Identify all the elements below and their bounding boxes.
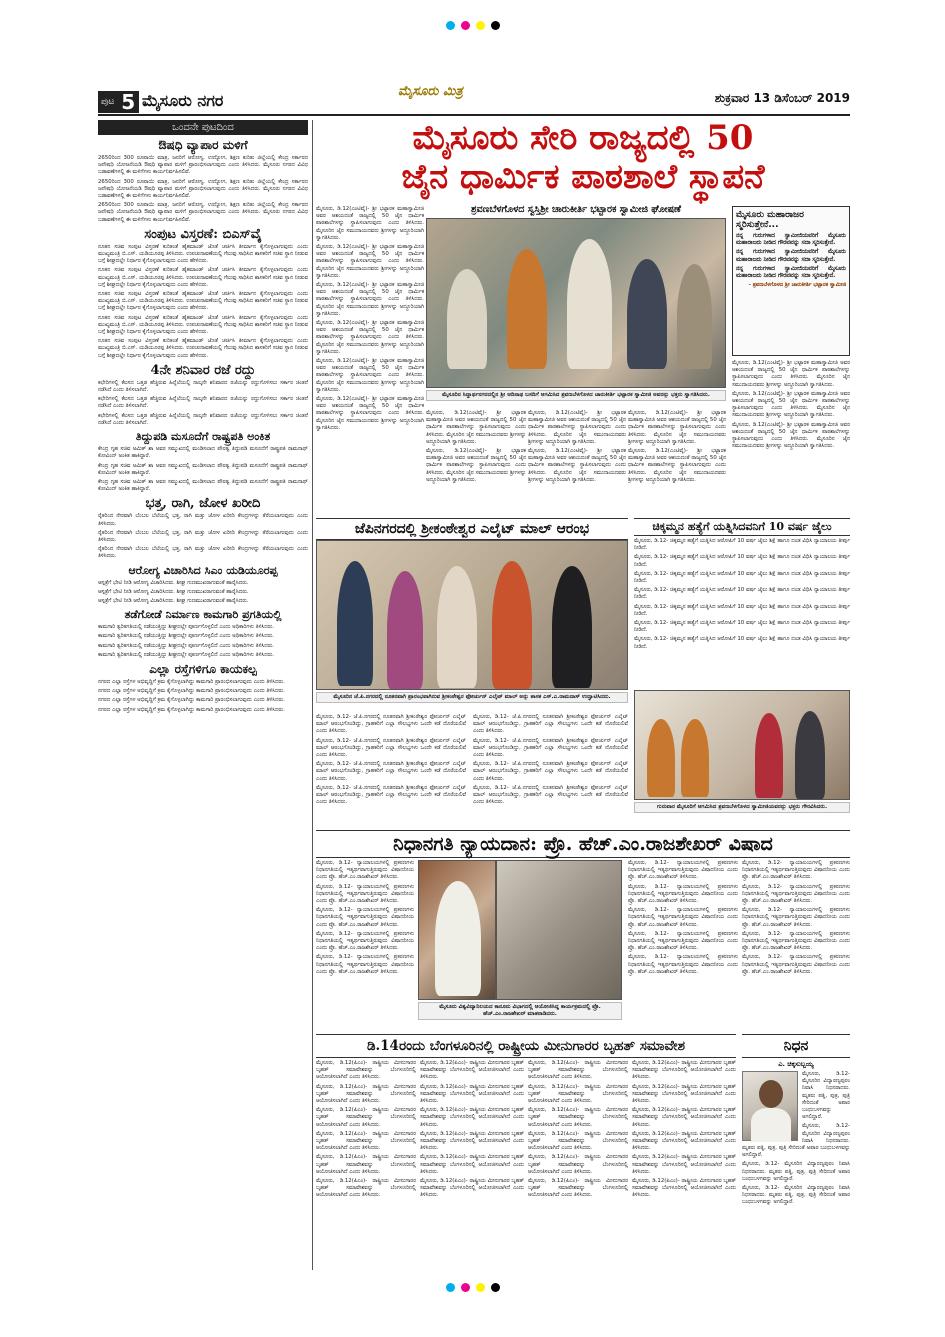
- registration-marks-bottom: [0, 1280, 945, 1294]
- obituary-body: ಮೈಸೂರು, ಡಿ.12- ಮೈಸೂರಿನ ವಿದ್ಯಾರಣ್ಯಪುರಂ ನಿವಾಸಿ ನಿಧನರಾದರು. ಮೃತರು ಪತ್ನಿ, ಪುತ್ರ, ಪುತ್ರಿ ಸೇರಿದಂತೆ ಅಪಾರ ಬಂಧುಬಳಗವನ್ನು ಅಗಲಿದ್ದಾರೆ.: [742, 1123, 850, 1159]
- story-body: ಮೈಸೂರು, ಡಿ.12- ನ್ಯಾಯಾಲಯಗಳಲ್ಲಿ ಪ್ರಕರಣಗಳು ನಿಧಾನಗತಿಯಲ್ಲಿ ಇತ್ಯರ್ಥವಾಗುತ್ತಿರುವುದು ವಿಷಾದನೀಯ ಎಂದು ಪ್ರೊ. ಹೆಚ್.ಎಂ.ರಾಜಶೇಖರ್ ತಿಳಿಸಿದರು.: [316, 860, 414, 881]
- story-body: ಕೇಂದ್ರ ಗೃಹ ಸಚಿವ ಅಮಿತ್ ಶಾ ಅವರ ಸಮ್ಮುಖದಲ್ಲಿ ಮಂಡಿಸಲಾದ ಪೌರತ್ವ ತಿದ್ದುಪಡಿ ಮಸೂದೆಗೆ ರಾಷ್ಟ್ರಪತಿ ರಾಮನಾಥ್ ಕೋವಿಂದ್ ಅಂಕಿತ ಹಾಕಿದ್ದಾರೆ.: [98, 478, 308, 493]
- lead-story-column: [316, 206, 424, 466]
- story-body: ಮೈಸೂರು, ಡಿ.12(ಪಿಎಂ)- ರಾಷ್ಟ್ರೀಯ ಮೀನುಗಾರರ ಬೃಹತ್ ಸಮಾವೇಶವನ್ನು ಬೆಂಗಳೂರಿನಲ್ಲಿ ಆಯೋಜಿಸಲಾಗಿದೆ ಎಂದು ತಿಳಿಸಿದರು.: [316, 1083, 416, 1105]
- story-body: ಮೈಸೂರು, ಡಿ.12- ಚಿಕ್ಕಮ್ಮನ ಹತ್ಯೆಗೆ ಯತ್ನಿಸಿದ ಆರೋಪಿಗೆ 10 ವರ್ಷ ಜೈಲು ಶಿಕ್ಷೆ ಹಾಗೂ ದಂಡ ವಿಧಿಸಿ ನ್ಯಾಯಾಲಯ ತೀರ್ಪು ನೀಡಿದೆ.: [634, 587, 850, 601]
- cyan-dot: [446, 21, 455, 30]
- speaker-photo: [418, 860, 496, 1000]
- story-body: ಮೈಸೂರು, ಡಿ.12(ಎಂಟಿವೈ)- ಶ್ರೀ ಭಟ್ಟಾರಕ ಮಹಾಸ್ವಾಮೀಜಿ ಅವರ ಆಶಯದಂತೆ ರಾಜ್ಯದಲ್ಲಿ 50 ಜೈನ ಧಾರ್ಮಿಕ ಪಾಠಶಾಲೆಗಳನ್ನು ಸ್ಥಾಪಿಸಲಾಗುವುದು ಎಂದು ತಿಳಿಸಿದರು. ಮೈಸೂರಿನ ಜೈನ ಸಮುದಾಯದವರು ಶ್ರೀಗಳನ್ನು ಅದ್ಧೂರಿಯಾಗಿ ಸ್ವಾಗತಿಸಿದರು.: [316, 244, 424, 279]
- story-body: ಕಾಮಗಾರಿ ತ್ವರಿತಗತಿಯಲ್ಲಿ ನಡೆಯುತ್ತಿದ್ದು ಶೀಘ್ರದಲ್ಲೇ ಪೂರ್ಣಗೊಳ್ಳಲಿದೆ ಎಂದು ಅಧಿಕಾರಿಗಳು ತಿಳಿಸಿದರು.: [98, 633, 275, 640]
- story-body: ಮೈಸೂರು, ಡಿ.12(ಪಿಎಂ)- ರಾಷ್ಟ್ರೀಯ ಮೀನುಗಾರರ ಬೃಹತ್ ಸಮಾವೇಶವನ್ನು ಬೆಂಗಳೂರಿನಲ್ಲಿ ಆಯೋಜಿಸಲಾಗಿದೆ ಎಂದು ತಿಳಿಸಿದರು.: [316, 1154, 416, 1175]
- person-figure: [677, 264, 712, 369]
- story-body: ಮೈಸೂರು, ಡಿ.12(ಪಿಎಂ)- ರಾಷ್ಟ್ರೀಯ ಮೀನುಗಾರರ ಬೃಹತ್ ಸಮಾವೇಶವನ್ನು ಬೆಂಗಳೂರಿನಲ್ಲಿ ಆಯೋಜಿಸಲಾಗಿದೆ ಎಂದು ತಿಳಿಸಿದರು.: [528, 1060, 628, 1081]
- story-title: ತಿದ್ದುಪಡಿ ಮಸೂದೆಗೆ ರಾಷ್ಟ್ರಪತಿ ಅಂಕಿತ: [135, 430, 271, 444]
- story-body: ರೈತರಿಂದ ನೇರವಾಗಿ ಬೆಂಬಲ ಬೆಲೆಯಲ್ಲಿ ಭತ್ತ, ರಾಗಿ ಮತ್ತು ಜೋಳ ಖರೀದಿ ಕೇಂದ್ರಗಳನ್ನು ತೆರೆಯಲಾಗುವುದು ಎಂದು ತಿಳಿಸಿದರು.: [98, 529, 308, 543]
- lead-headline: [316, 118, 850, 196]
- story-body: ನಗರದ ಎಲ್ಲಾ ರಸ್ತೆಗಳ ಅಭಿವೃದ್ಧಿಗೆ ಕ್ರಮ ಕೈಗೊಳ್ಳಲಾಗಿದ್ದು ಕಾಮಗಾರಿ ಪ್ರಾರಂಭಿಸಲಾಗುವುದು ಎಂದು ತಿಳಿಸಿದರು.: [98, 688, 285, 695]
- story-body: ಮೈಸೂರು, ಡಿ.12- ಜೆ.ಪಿ.ನಗರದಲ್ಲಿ ನೂತನವಾಗಿ ಶ್ರೀಕಂಠೇಶ್ವರ ಫೋರ್ಚುನ್ ಎಲೈಟ್ ಮಾಲ್ ಆರಂಭಗೊಂಡಿದ್ದು, ಗ್ರಾಹಕರಿಗೆ ಎಲ್ಲಾ ಸೌಲಭ್ಯಗಳು ಒಂದೇ ಕಡೆ ದೊರೆಯಲಿವೆ ಎಂದು ತಿಳಿಸಿದರು.: [316, 737, 466, 759]
- monk-figure: [681, 719, 709, 797]
- story-body: ಮೈಸೂರು, ಡಿ.12(ಎಂಟಿವೈ)- ಶ್ರೀ ಭಟ್ಟಾರಕ ಮಹಾಸ್ವಾಮೀಜಿ ಅವರ ಆಶಯದಂತೆ ರಾಜ್ಯದಲ್ಲಿ 50 ಜೈನ ಧಾರ್ಮಿಕ ಪಾಠಶಾಲೆಗಳನ್ನು ಸ್ಥಾಪಿಸಲಾಗುವುದು ಎಂದು ತಿಳಿಸಿದರು. ಮೈಸೂರಿನ ಜೈನ ಸಮುದಾಯದವರು ಶ್ರೀಗಳನ್ನು ಅದ್ಧೂರಿಯಾಗಿ ಸ್ವಾಗತಿಸಿದರು.: [316, 206, 424, 241]
- lead-story-column: [528, 410, 626, 514]
- story-body: ಮೈಸೂರು, ಡಿ.12- ಚಿಕ್ಕಮ್ಮನ ಹತ್ಯೆಗೆ ಯತ್ನಿಸಿದ ಆರೋಪಿಗೆ 10 ವರ್ಷ ಜೈಲು ಶಿಕ್ಷೆ ಹಾಗೂ ದಂಡ ವಿಧಿಸಿ ನ್ಯಾಯಾಲಯ ತೀರ್ಪು ನೀಡಿದೆ.: [634, 570, 850, 585]
- sidebar-quote-box: [732, 206, 850, 356]
- story-body: ರೈತರಿಂದ ನೇರವಾಗಿ ಬೆಂಬಲ ಬೆಲೆಯಲ್ಲಿ ಭತ್ತ, ರಾಗಿ ಮತ್ತು ಜೋಳ ಖರೀದಿ ಕೇಂದ್ರಗಳನ್ನು ತೆರೆಯಲಾಗುವುದು ಎಂದು ತಿಳಿಸಿದರು.: [98, 546, 308, 560]
- story-body: 2650ರಿಂದ 300 ರೂಪಾಯಿ ಮಾತ್ರ, ಜನರಿಗೆ ಆರೋಗ್ಯ, ಉದ್ಯೋಗ, ಶಿಕ್ಷಣ ಕುರಿತು ಜಿಲ್ಲೆಯಲ್ಲಿ ಕೇಂದ್ರ ಸರ್ಕಾರದ ಜನೌಷಧಿ ಯೋಜನೆಯಡಿ ಔಷಧಿ ವ್ಯಾಪಾರ ಮಳಿಗೆ ಪ್ರಾರಂಭಿಸಲಾಗುವುದು ಎಂದು ತಿಳಿಸಿದರು. ಮೈಸೂರು ನಗರದ ವಿವಿಧ ಬಡಾವಣೆಗಳಲ್ಲಿ ಈ ಮಳಿಗೆಗಳು ಕಾರ್ಯನಿರ್ವಹಿಸಲಿವೆ.: [98, 178, 308, 200]
- story-body: ಮೈಸೂರು, ಡಿ.12(ಎಂಟಿವೈ)- ಶ್ರೀ ಭಟ್ಟಾರಕ ಮಹಾಸ್ವಾಮೀಜಿ ಅವರ ಆಶಯದಂತೆ ರಾಜ್ಯದಲ್ಲಿ 50 ಜೈನ ಧಾರ್ಮಿಕ ಪಾಠಶಾಲೆಗಳನ್ನು ಸ್ಥಾಪಿಸಲಾಗುವುದು ಎಂದು ತಿಳಿಸಿದರು. ಮೈಸೂರಿನ ಜೈನ ಸಮುದಾಯದವರು ಶ್ರೀಗಳನ್ನು ಅದ್ಧೂರಿಯಾಗಿ ಸ್ವಾಗತಿಸಿದರು.: [426, 448, 526, 483]
- story-body: 2650ರಿಂದ 300 ರೂಪಾಯಿ ಮಾತ್ರ, ಜನರಿಗೆ ಆರೋಗ್ಯ, ಉದ್ಯೋಗ, ಶಿಕ್ಷಣ ಕುರಿತು ಜಿಲ್ಲೆಯಲ್ಲಿ ಕೇಂದ್ರ ಸರ್ಕಾರದ ಜನೌಷಧಿ ಯೋಜನೆಯಡಿ ಔಷಧಿ ವ್ಯಾಪಾರ ಮಳಿಗೆ ಪ್ರಾರಂಭಿಸಲಾಗುವುದು ಎಂದು ತಿಳಿಸಿದರು. ಮೈಸೂರು ನಗರದ ವಿವಿಧ ಬಡಾವಣೆಗಳಲ್ಲಿ ಈ ಮಳಿಗೆಗಳು ಕಾರ್ಯನಿರ್ವಹಿಸಲಿವೆ.: [98, 155, 308, 176]
- story-body: ಕಾಮಗಾರಿ ತ್ವರಿತಗತಿಯಲ್ಲಿ ನಡೆಯುತ್ತಿದ್ದು ಶೀಘ್ರದಲ್ಲೇ ಪೂರ್ಣಗೊಳ್ಳಲಿದೆ ಎಂದು ಅಧಿಕಾರಿಗಳು ತಿಳಿಸಿದರು.: [98, 624, 275, 631]
- story-body: ಕಛೇರಿಗಳಲ್ಲಿ ಕೆಲಸದ ಒತ್ತಡ ಹೆಚ್ಚಿರುವ ಹಿನ್ನೆಲೆಯಲ್ಲಿ ನಾಲ್ಕನೇ ಶನಿವಾರದ ರಜೆಯನ್ನು ರದ್ದುಗೊಳಿಸಲು ಸರ್ಕಾರ ಚಿಂತನೆ ನಡೆಸಿದೆ ಎಂದು ತಿಳಿಸಲಾಗಿದೆ.: [98, 412, 308, 426]
- obituary-name: ಎ. ಚಿಕ್ಕಸುಬ್ಬಯ್ಯ: [778, 1060, 814, 1068]
- story-body: ಮೈಸೂರು, ಡಿ.12- ನ್ಯಾಯಾಲಯಗಳಲ್ಲಿ ಪ್ರಕರಣಗಳು ನಿಧಾನಗತಿಯಲ್ಲಿ ಇತ್ಯರ್ಥವಾಗುತ್ತಿರುವುದು ವಿಷಾದನೀಯ ಎಂದು ಪ್ರೊ. ಹೆಚ್.ಎಂ.ರಾಜಶೇಖರ್ ತಿಳಿಸಿದರು.: [316, 883, 414, 905]
- story-body: ಕೇಂದ್ರ ಗೃಹ ಸಚಿವ ಅಮಿತ್ ಶಾ ಅವರ ಸಮ್ಮುಖದಲ್ಲಿ ಮಂಡಿಸಲಾದ ಪೌರತ್ವ ತಿದ್ದುಪಡಿ ಮಸೂದೆಗೆ ರಾಷ್ಟ್ರಪತಿ ರಾಮನಾಥ್ ಕೋವಿಂದ್ ಅಂಕಿತ ಹಾಕಿದ್ದಾರೆ.: [98, 446, 308, 460]
- mall-story-column: [473, 714, 628, 824]
- story-body: ಮೈಸೂರು, ಡಿ.12(ಎಂಟಿವೈ)- ಶ್ರೀ ಭಟ್ಟಾರಕ ಮಹಾಸ್ವಾಮೀಜಿ ಅವರ ಆಶಯದಂತೆ ರಾಜ್ಯದಲ್ಲಿ 50 ಜೈನ ಧಾರ್ಮಿಕ ಪಾಠಶಾಲೆಗಳನ್ನು ಸ್ಥಾಪಿಸಲಾಗುವುದು ಎಂದು ತಿಳಿಸಿದರು. ಮೈಸೂರಿನ ಜೈನ ಸಮುದಾಯದವರು ಶ್ರೀಗಳನ್ನು ಅದ್ಧೂರಿಯಾಗಿ ಸ್ವಾಗತಿಸಿದರು.: [426, 410, 526, 445]
- story-body: ಮೈಸೂರು, ಡಿ.12- ಚಿಕ್ಕಮ್ಮನ ಹತ್ಯೆಗೆ ಯತ್ನಿಸಿದ ಆರೋಪಿಗೆ 10 ವರ್ಷ ಜೈಲು ಶಿಕ್ಷೆ ಹಾಗೂ ದಂಡ ವಿಧಿಸಿ ನ್ಯಾಯಾಲಯ ತೀರ್ಪು ನೀಡಿದೆ.: [634, 554, 850, 568]
- section-name: ಮೈಸೂರು ನಗರ: [142, 91, 224, 110]
- story-body: ಮೈಸೂರು, ಡಿ.12(ಪಿಎಂ)- ರಾಷ್ಟ್ರೀಯ ಮೀನುಗಾರರ ಬೃಹತ್ ಸಮಾವೇಶವನ್ನು ಬೆಂಗಳೂರಿನಲ್ಲಿ ಆಯೋಜಿಸಲಾಗಿದೆ ಎಂದು ತಿಳಿಸಿದರು.: [316, 1178, 416, 1199]
- lead-story-column: [732, 360, 850, 512]
- page-number: 5: [117, 91, 139, 113]
- story-body: ನೂತನ ಸಚಿವ ಸಂಪುಟ ವಿಸ್ತರಣೆ ಕುರಿತಂತೆ ಹೈಕಮಾಂಡ್ ಜೊತೆ ಚರ್ಚಿಸಿ ತೀರ್ಮಾನ ಕೈಗೊಳ್ಳಲಾಗುವುದು ಎಂದು ಮುಖ್ಯಮಂತ್ರಿ ಬಿ.ಎಸ್. ಯಡಿಯೂರಪ್ಪ ತಿಳಿಸಿದರು. ಉಪಚುನಾವಣೆಯಲ್ಲಿ ಗೆಲುವು ಸಾಧಿಸಿದ ಶಾಸಕರಿಗೆ ಸಚಿವ ಸ್ಥಾನ ನೀಡುವ ಬಗ್ಗೆ ಶೀಘ್ರದಲ್ಲೇ ನಿರ್ಧಾರ ಕೈಗೊಳ್ಳಲಾಗುವುದು ಎಂದು ಹೇಳಿದರು.: [98, 314, 308, 336]
- yellow-dot: [476, 1283, 485, 1292]
- lead-photo: [426, 218, 726, 388]
- court-story-column: [742, 860, 850, 1030]
- person-figure: [437, 566, 477, 688]
- story-body: ಮೈಸೂರು, ಡಿ.12- ಚಿಕ್ಕಮ್ಮನ ಹತ್ಯೆಗೆ ಯತ್ನಿಸಿದ ಆರೋಪಿಗೆ 10 ವರ್ಷ ಜೈಲು ಶಿಕ್ಷೆ ಹಾಗೂ ದಂಡ ವಿಧಿಸಿ ನ್ಯಾಯಾಲಯ ತೀರ್ಪು ನೀಡಿದೆ.: [634, 636, 850, 650]
- page-label: ಪುಟ: [98, 91, 117, 113]
- continued-label: ಒಂದನೇ ಪುಟದಿಂದ: [98, 120, 308, 135]
- story-title: ಔಷಧಿ ವ್ಯಾಪಾರ ಮಳಿಗೆ: [158, 138, 248, 152]
- obituary-body: ಮೈಸೂರು, ಡಿ.12- ಮೈಸೂರಿನ ವಿದ್ಯಾರಣ್ಯಪುರಂ ನಿವಾಸಿ ನಿಧನರಾದರು. ಮೃತರು ಪತ್ನಿ, ಪುತ್ರ, ಪುತ್ರಿ ಸೇರಿದಂತೆ ಅಪಾರ ಬಂಧುಬಳಗವನ್ನು ಅಗಲಿದ್ದಾರೆ.: [802, 1071, 850, 1121]
- court-photo-caption: ಮೈಸೂರು ವಿಶ್ವವಿದ್ಯಾನಿಲಯದ ಕಾನೂನು ವಿಭಾಗದಲ್ಲಿ ಆಯೋಜಿಸಿದ್ದ ಕಾರ್ಯಕ್ರಮದಲ್ಲಿ ಪ್ರೊ. ಹೆಚ್.ಎಂ.ರಾಜಶೇಖರ್ ಮಾತನಾಡಿದರು.: [418, 1002, 622, 1020]
- story-body: ಮೈಸೂರು, ಡಿ.12- ಚಿಕ್ಕಮ್ಮನ ಹತ್ಯೆಗೆ ಯತ್ನಿಸಿದ ಆರೋಪಿಗೆ 10 ವರ್ಷ ಜೈಲು ಶಿಕ್ಷೆ ಹಾಗೂ ದಂಡ ವಿಧಿಸಿ ನ್ಯಾಯಾಲಯ ತೀರ್ಪು ನೀಡಿದೆ.: [634, 603, 850, 617]
- jail-story-column: [634, 538, 850, 688]
- story-body: ಕಾಮಗಾರಿ ತ್ವರಿತಗತಿಯಲ್ಲಿ ನಡೆಯುತ್ತಿದ್ದು ಶೀಘ್ರದಲ್ಲೇ ಪೂರ್ಣಗೊಳ್ಳಲಿದೆ ಎಂದು ಅಧಿಕಾರಿಗಳು ತಿಳಿಸಿದರು.: [98, 651, 275, 658]
- magenta-dot: [461, 21, 470, 30]
- story-body: ಮೈಸೂರು, ಡಿ.12(ಪಿಎಂ)- ರಾಷ್ಟ್ರೀಯ ಮೀನುಗಾರರ ಬೃಹತ್ ಸಮಾವೇಶವನ್ನು ಬೆಂಗಳೂರಿನಲ್ಲಿ ಆಯೋಜಿಸಲಾಗಿದೆ ಎಂದು ತಿಳಿಸಿದರು.: [528, 1130, 628, 1152]
- audience-photo: [496, 860, 622, 1000]
- story-body: ಮೈಸೂರು, ಡಿ.12(ಪಿಎಂ)- ರಾಷ್ಟ್ರೀಯ ಮೀನುಗಾರರ ಬೃಹತ್ ಸಮಾವೇಶವನ್ನು ಬೆಂಗಳೂರಿನಲ್ಲಿ ಆಯೋಜಿಸಲಾಗಿದೆ ಎಂದು ತಿಳಿಸಿದರು.: [632, 1130, 736, 1152]
- sidebar-quote: ನನ್ನ ಗುರುಗಳಾದ ಸ್ವಾಮೀಜಿಯವರಿಗೆ ಮೈಸೂರು ಮಹಾರಾಜರು ನೀಡಿದ ಗೌರವವನ್ನು ಸದಾ ಸ್ಮರಿಸುತ್ತೇನೆ.: [736, 249, 846, 263]
- left-column: [98, 120, 308, 1270]
- magenta-dot: [461, 1283, 470, 1292]
- jail-story-title: ಚಿಕ್ಕಮ್ಮನ ಹತ್ಯೆಗೆ ಯತ್ನಿಸಿದವನಿಗೆ 10 ವರ್ಷ ಜೈಲು: [634, 518, 850, 536]
- story-body: ಮೈಸೂರು, ಡಿ.12(ಪಿಎಂ)- ರಾಷ್ಟ್ರೀಯ ಮೀನುಗಾರರ ಬೃಹತ್ ಸಮಾವೇಶವನ್ನು ಬೆಂಗಳೂರಿನಲ್ಲಿ ಆಯೋಜಿಸಲಾಗಿದೆ ಎಂದು ತಿಳಿಸಿದರು.: [528, 1083, 628, 1105]
- fishermen-story-column: [420, 1060, 524, 1270]
- lead-kicker: ಶ್ರವಣಬೆಳಗೊಳದ ಸ್ವಸ್ತಿಶ್ರೀ ಚಾರುಕೀರ್ತಿ ಭಟ್ಟಾರಕ ಸ್ವಾಮೀಜಿ ಘೋಷಣೆ: [471, 204, 681, 215]
- story-body: ಮೈಸೂರು, ಡಿ.12- ನ್ಯಾಯಾಲಯಗಳಲ್ಲಿ ಪ್ರಕರಣಗಳು ನಿಧಾನಗತಿಯಲ್ಲಿ ಇತ್ಯರ್ಥವಾಗುತ್ತಿರುವುದು ವಿಷಾದನೀಯ ಎಂದು ಪ್ರೊ. ಹೆಚ್.ಎಂ.ರಾಜಶೇಖರ್ ತಿಳಿಸಿದರು.: [628, 930, 738, 952]
- obituary-title: ನಿಧನ: [742, 1034, 850, 1058]
- speaker-figure: [435, 881, 481, 996]
- column-rule: [312, 120, 313, 1270]
- story-body: ನೂತನ ಸಚಿವ ಸಂಪುಟ ವಿಸ್ತರಣೆ ಕುರಿತಂತೆ ಹೈಕಮಾಂಡ್ ಜೊತೆ ಚರ್ಚಿಸಿ ತೀರ್ಮಾನ ಕೈಗೊಳ್ಳಲಾಗುವುದು ಎಂದು ಮುಖ್ಯಮಂತ್ರಿ ಬಿ.ಎಸ್. ಯಡಿಯೂರಪ್ಪ ತಿಳಿಸಿದರು. ಉಪಚುನಾವಣೆಯಲ್ಲಿ ಗೆಲುವು ಸಾಧಿಸಿದ ಶಾಸಕರಿಗೆ ಸಚಿವ ಸ್ಥಾನ ನೀಡುವ ಬಗ್ಗೆ ಶೀಘ್ರದಲ್ಲೇ ನಿರ್ಧಾರ ಕೈಗೊಳ್ಳಲಾಗುವುದು ಎಂದು ಹೇಳಿದರು.: [98, 243, 308, 265]
- story-body: ಮೈಸೂರು, ಡಿ.12(ಪಿಎಂ)- ರಾಷ್ಟ್ರೀಯ ಮೀನುಗಾರರ ಬೃಹತ್ ಸಮಾವೇಶವನ್ನು ಬೆಂಗಳೂರಿನಲ್ಲಿ ಆಯೋಜಿಸಲಾಗಿದೆ ಎಂದು ತಿಳಿಸಿದರು.: [528, 1154, 628, 1175]
- story-body: ಮೈಸೂರು, ಡಿ.12- ನ್ಯಾಯಾಲಯಗಳಲ್ಲಿ ಪ್ರಕರಣಗಳು ನಿಧಾನಗತಿಯಲ್ಲಿ ಇತ್ಯರ್ಥವಾಗುತ್ತಿರುವುದು ವಿಷಾದನೀಯ ಎಂದು ಪ್ರೊ. ಹೆಚ್.ಎಂ.ರಾಜಶೇಖರ್ ತಿಳಿಸಿದರು.: [742, 930, 850, 952]
- registration-marks-top: [0, 18, 945, 32]
- sidebar-quote: ನನ್ನ ಗುರುಗಳಾದ ಸ್ವಾಮೀಜಿಯವರಿಗೆ ಮೈಸೂರು ಮಹಾರಾಜರು ನೀಡಿದ ಗೌರವವನ್ನು ಸದಾ ಸ್ಮರಿಸುತ್ತೇನೆ.: [736, 233, 846, 247]
- story-body: ಮೈಸೂರು, ಡಿ.12- ನ್ಯಾಯಾಲಯಗಳಲ್ಲಿ ಪ್ರಕರಣಗಳು ನಿಧಾನಗತಿಯಲ್ಲಿ ಇತ್ಯರ್ಥವಾಗುತ್ತಿರುವುದು ವಿಷಾದನೀಯ ಎಂದು ಪ್ರೊ. ಹೆಚ್.ಎಂ.ರಾಜಶೇಖರ್ ತಿಳಿಸಿದರು.: [742, 883, 850, 905]
- story-body: ಮೈಸೂರು, ಡಿ.12(ಪಿಎಂ)- ರಾಷ್ಟ್ರೀಯ ಮೀನುಗಾರರ ಬೃಹತ್ ಸಮಾವೇಶವನ್ನು ಬೆಂಗಳೂರಿನಲ್ಲಿ ಆಯೋಜಿಸಲಾಗಿದೆ ಎಂದು ತಿಳಿಸಿದರು.: [316, 1107, 416, 1128]
- page-header: [98, 84, 850, 116]
- story-body: ನೂತನ ಸಚಿವ ಸಂಪುಟ ವಿಸ್ತರಣೆ ಕುರಿತಂತೆ ಹೈಕಮಾಂಡ್ ಜೊತೆ ಚರ್ಚಿಸಿ ತೀರ್ಮಾನ ಕೈಗೊಳ್ಳಲಾಗುವುದು ಎಂದು ಮುಖ್ಯಮಂತ್ರಿ ಬಿ.ಎಸ್. ಯಡಿಯೂರಪ್ಪ ತಿಳಿಸಿದರು. ಉಪಚುನಾವಣೆಯಲ್ಲಿ ಗೆಲುವು ಸಾಧಿಸಿದ ಶಾಸಕರಿಗೆ ಸಚಿವ ಸ್ಥಾನ ನೀಡುವ ಬಗ್ಗೆ ಶೀಘ್ರದಲ್ಲೇ ನಿರ್ಧಾರ ಕೈಗೊಳ್ಳಲಾಗುವುದು ಎಂದು ಹೇಳಿದರು.: [98, 338, 308, 359]
- person-figure: [447, 269, 487, 369]
- lead-headline-line2: ಜೈನ ಧಾರ್ಮಿಕ ಪಾಠಶಾಲೆ ಸ್ಥಾಪನೆ: [401, 157, 765, 197]
- story-body: ಕಛೇರಿಗಳಲ್ಲಿ ಕೆಲಸದ ಒತ್ತಡ ಹೆಚ್ಚಿರುವ ಹಿನ್ನೆಲೆಯಲ್ಲಿ ನಾಲ್ಕನೇ ಶನಿವಾರದ ರಜೆಯನ್ನು ರದ್ದುಗೊಳಿಸಲು ಸರ್ಕಾರ ಚಿಂತನೆ ನಡೆಸಿದೆ ಎಂದು ತಿಳಿಸಲಾಗಿದೆ.: [98, 396, 308, 410]
- dateline: ಶುಕ್ರವಾರ 13 ಡಿಸೆಂಬರ್ 2019: [714, 91, 850, 105]
- story-body: ನೂತನ ಸಚಿವ ಸಂಪುಟ ವಿಸ್ತರಣೆ ಕುರಿತಂತೆ ಹೈಕಮಾಂಡ್ ಜೊತೆ ಚರ್ಚಿಸಿ ತೀರ್ಮಾನ ಕೈಗೊಳ್ಳಲಾಗುವುದು ಎಂದು ಮುಖ್ಯಮಂತ್ರಿ ಬಿ.ಎಸ್. ಯಡಿಯೂರಪ್ಪ ತಿಳಿಸಿದರು. ಉಪಚುನಾವಣೆಯಲ್ಲಿ ಗೆಲುವು ಸಾಧಿಸಿದ ಶಾಸಕರಿಗೆ ಸಚಿವ ಸ್ಥಾನ ನೀಡುವ ಬಗ್ಗೆ ಶೀಘ್ರದಲ್ಲೇ ನಿರ್ಧಾರ ಕೈಗೊಳ್ಳಲಾಗುವುದು ಎಂದು ಹೇಳಿದರು.: [98, 267, 308, 288]
- fishermen-story-title: ಡಿ.14ರಂದು ಬೆಂಗಳೂರಿನಲ್ಲಿ ರಾಷ್ಟ್ರೀಯ ಮೀನುಗಾರರ ಬೃಹತ್ ಸಮಾವೇಶ: [316, 1034, 736, 1058]
- story-body: ನಗರದ ಎಲ್ಲಾ ರಸ್ತೆಗಳ ಅಭಿವೃದ್ಧಿಗೆ ಕ್ರಮ ಕೈಗೊಳ್ಳಲಾಗಿದ್ದು ಕಾಮಗಾರಿ ಪ್ರಾರಂಭಿಸಲಾಗುವುದು ಎಂದು ತಿಳಿಸಿದರು.: [98, 706, 285, 713]
- story-body: ಆಸ್ಪತ್ರೆಗೆ ಭೇಟಿ ನೀಡಿ ಆರೋಗ್ಯ ವಿಚಾರಿಸಿದರು. ಶೀಘ್ರ ಗುಣಮುಖರಾಗುವಂತೆ ಹಾರೈಸಿದರು.: [98, 588, 249, 595]
- lead-headline-line1: ಮೈಸೂರು ಸೇರಿ ರಾಜ್ಯದಲ್ಲಿ 50: [412, 118, 754, 158]
- newspaper-page: [98, 84, 850, 1276]
- story-body: ಮೈಸೂರು, ಡಿ.12(ಎಂಟಿವೈ)- ಶ್ರೀ ಭಟ್ಟಾರಕ ಮಹಾಸ್ವಾಮೀಜಿ ಅವರ ಆಶಯದಂತೆ ರಾಜ್ಯದಲ್ಲಿ 50 ಜೈನ ಧಾರ್ಮಿಕ ಪಾಠಶಾಲೆಗಳನ್ನು ಸ್ಥಾಪಿಸಲಾಗುವುದು ಎಂದು ತಿಳಿಸಿದರು. ಮೈಸೂರಿನ ಜೈನ ಸಮುದಾಯದವರು ಶ್ರೀಗಳನ್ನು ಅದ್ಧೂರಿಯಾಗಿ ಸ್ವಾಗತಿಸಿದರು.: [316, 320, 424, 355]
- masthead: ಮೈಸೂರು ಮಿತ್ರ: [398, 84, 463, 99]
- person-figure: [387, 571, 423, 689]
- black-dot: [491, 1283, 500, 1292]
- story-body: 2650ರಿಂದ 300 ರೂಪಾಯಿ ಮಾತ್ರ, ಜನರಿಗೆ ಆರೋಗ್ಯ, ಉದ್ಯೋಗ, ಶಿಕ್ಷಣ ಕುರಿತು ಜಿಲ್ಲೆಯಲ್ಲಿ ಕೇಂದ್ರ ಸರ್ಕಾರದ ಜನೌಷಧಿ ಯೋಜನೆಯಡಿ ಔಷಧಿ ವ್ಯಾಪಾರ ಮಳಿಗೆ ಪ್ರಾರಂಭಿಸಲಾಗುವುದು ಎಂದು ತಿಳಿಸಿದರು. ಮೈಸೂರು ನಗರದ ವಿವಿಧ ಬಡಾವಣೆಗಳಲ್ಲಿ ಈ ಮಳಿಗೆಗಳು ಕಾರ್ಯನಿರ್ವಹಿಸಲಿವೆ.: [98, 202, 308, 223]
- monk-figure: [507, 249, 547, 369]
- story-body: ಮೈಸೂರು, ಡಿ.12(ಪಿಎಂ)- ರಾಷ್ಟ್ರೀಯ ಮೀನುಗಾರರ ಬೃಹತ್ ಸಮಾವೇಶವನ್ನು ಬೆಂಗಳೂರಿನಲ್ಲಿ ಆಯೋಜಿಸಲಾಗಿದೆ ಎಂದು ತಿಳಿಸಿದರು.: [632, 1154, 736, 1175]
- story-body: ಮೈಸೂರು, ಡಿ.12- ನ್ಯಾಯಾಲಯಗಳಲ್ಲಿ ಪ್ರಕರಣಗಳು ನಿಧಾನಗತಿಯಲ್ಲಿ ಇತ್ಯರ್ಥವಾಗುತ್ತಿರುವುದು ವಿಷಾದನೀಯ ಎಂದು ಪ್ರೊ. ಹೆಚ್.ಎಂ.ರಾಜಶೇಖರ್ ತಿಳಿಸಿದರು.: [742, 907, 850, 928]
- obituary-column: [742, 1060, 850, 1270]
- story-body: ಕಾಮಗಾರಿ ತ್ವರಿತಗತಿಯಲ್ಲಿ ನಡೆಯುತ್ತಿದ್ದು ಶೀಘ್ರದಲ್ಲೇ ಪೂರ್ಣಗೊಳ್ಳಲಿದೆ ಎಂದು ಅಧಿಕಾರಿಗಳು ತಿಳಿಸಿದರು.: [98, 642, 275, 649]
- story-title: ಎಲ್ಲಾ ರಸ್ತೆಗಳಿಗೂ ಕಾಯಕಲ್ಪ: [149, 661, 257, 676]
- story-body: ನಗರದ ಎಲ್ಲಾ ರಸ್ತೆಗಳ ಅಭಿವೃದ್ಧಿಗೆ ಕ್ರಮ ಕೈಗೊಳ್ಳಲಾಗಿದ್ದು ಕಾಮಗಾರಿ ಪ್ರಾರಂಭಿಸಲಾಗುವುದು ಎಂದು ತಿಳಿಸಿದರು.: [98, 697, 285, 704]
- story-body: ಮೈಸೂರು, ಡಿ.12- ನ್ಯಾಯಾಲಯಗಳಲ್ಲಿ ಪ್ರಕರಣಗಳು ನಿಧಾನಗತಿಯಲ್ಲಿ ಇತ್ಯರ್ಥವಾಗುತ್ತಿರುವುದು ವಿಷಾದನೀಯ ಎಂದು ಪ್ರೊ. ಹೆಚ್.ಎಂ.ರಾಜಶೇಖರ್ ತಿಳಿಸಿದರು.: [628, 860, 738, 881]
- black-dot: [491, 21, 500, 30]
- story-body: ಮೈಸೂರು, ಡಿ.12- ಜೆ.ಪಿ.ನಗರದಲ್ಲಿ ನೂತನವಾಗಿ ಶ್ರೀಕಂಠೇಶ್ವರ ಫೋರ್ಚುನ್ ಎಲೈಟ್ ಮಾಲ್ ಆರಂಭಗೊಂಡಿದ್ದು, ಗ್ರಾಹಕರಿಗೆ ಎಲ್ಲಾ ಸೌಲಭ್ಯಗಳು ಒಂದೇ ಕಡೆ ದೊರೆಯಲಿವೆ ಎಂದು ತಿಳಿಸಿದರು.: [473, 784, 628, 806]
- story-body: ಮೈಸೂರು, ಡಿ.12- ಜೆ.ಪಿ.ನಗರದಲ್ಲಿ ನೂತನವಾಗಿ ಶ್ರೀಕಂಠೇಶ್ವರ ಫೋರ್ಚುನ್ ಎಲೈಟ್ ಮಾಲ್ ಆರಂಭಗೊಂಡಿದ್ದು, ಗ್ರಾಹಕರಿಗೆ ಎಲ್ಲಾ ಸೌಲಭ್ಯಗಳು ಒಂದೇ ಕಡೆ ದೊರೆಯಲಿವೆ ಎಂದು ತಿಳಿಸಿದರು.: [316, 761, 466, 782]
- jail-photo-caption: ಗುರುವಾರ ಮೈಸೂರಿಗೆ ಆಗಮಿಸಿದ ಶ್ರವಣಬೆಳಗೊಳದ ಸ್ವಾಮೀಜಿಯವರನ್ನು ಭಕ್ತರು ಗೌರವಿಸಿದರು.: [634, 802, 850, 813]
- lead-photo-caption: ಮೈಸೂರಿನ ಸಿದ್ದಾರ್ಥನಗರದಲ್ಲಿನ ಶ್ರೀ ಆದಿನಾಥ ಬಸದಿಗೆ ಆಗಮಿಸಿದ ಶ್ರವಣಬೆಳಗೊಳದ ಚಾರುಕೀರ್ತಿ ಭಟ್ಟಾರಕ ಸ್ವಾಮೀಜಿ ಅವರನ್ನು ಭಕ್ತರು ಸ್ವಾಗತಿಸಿದರು.: [426, 390, 726, 401]
- person-figure: [755, 713, 783, 798]
- jail-photo: [634, 690, 850, 800]
- story-body: ಮೈಸೂರು, ಡಿ.12- ಜೆ.ಪಿ.ನಗರದಲ್ಲಿ ನೂತನವಾಗಿ ಶ್ರೀಕಂಠೇಶ್ವರ ಫೋರ್ಚುನ್ ಎಲೈಟ್ ಮಾಲ್ ಆರಂಭಗೊಂಡಿದ್ದು, ಗ್ರಾಹಕರಿಗೆ ಎಲ್ಲಾ ಸೌಲಭ್ಯಗಳು ಒಂದೇ ಕಡೆ ದೊರೆಯಲಿವೆ ಎಂದು ತಿಳಿಸಿದರು.: [473, 761, 628, 782]
- story-body: ಕೇಂದ್ರ ಗೃಹ ಸಚಿವ ಅಮಿತ್ ಶಾ ಅವರ ಸಮ್ಮುಖದಲ್ಲಿ ಮಂಡಿಸಲಾದ ಪೌರತ್ವ ತಿದ್ದುಪಡಿ ಮಸೂದೆಗೆ ರಾಷ್ಟ್ರಪತಿ ರಾಮನಾಥ್ ಕೋವಿಂದ್ ಅಂಕಿತ ಹಾಕಿದ್ದಾರೆ.: [98, 462, 308, 476]
- story-body: ರೈತರಿಂದ ನೇರವಾಗಿ ಬೆಂಬಲ ಬೆಲೆಯಲ್ಲಿ ಭತ್ತ, ರಾಗಿ ಮತ್ತು ಜೋಳ ಖರೀದಿ ಕೇಂದ್ರಗಳನ್ನು ತೆರೆಯಲಾಗುವುದು ಎಂದು ತಿಳಿಸಿದರು.: [98, 513, 308, 527]
- sidebar-attribution: - ಶ್ರವಣಬೆಳಗೊಳದ ಶ್ರೀ ಚಾರುಕೀರ್ತಿ ಭಟ್ಟಾರಕ ಸ್ವಾಮೀಜಿ: [748, 282, 846, 289]
- person-figure: [795, 711, 825, 799]
- story-title: ಆರೋಗ್ಯ ವಿಚಾರಿಸಿದ ಸಿಎಂ ಯಡಿಯೂರಪ್ಪ: [128, 563, 278, 577]
- obituary-body: ಮೈಸೂರು, ಡಿ.12- ಮೈಸೂರಿನ ವಿದ್ಯಾರಣ್ಯಪುರಂ ನಿವಾಸಿ ನಿಧನರಾದರು. ಮೃತರು ಪತ್ನಿ, ಪುತ್ರ, ಪುತ್ರಿ ಸೇರಿದಂತೆ ಅಪಾರ ಬಂಧುಬಳಗವನ್ನು ಅಗಲಿದ್ದಾರೆ.: [742, 1185, 850, 1206]
- story-title: ಸಂಪುಟ ವಿಸ್ತರಣೆ: ಬಿಎಸ್‌ವೈ: [144, 226, 262, 242]
- story-body: ಮೈಸೂರು, ಡಿ.12- ನ್ಯಾಯಾಲಯಗಳಲ್ಲಿ ಪ್ರಕರಣಗಳು ನಿಧಾನಗತಿಯಲ್ಲಿ ಇತ್ಯರ್ಥವಾಗುತ್ತಿರುವುದು ವಿಷಾದನೀಯ ಎಂದು ಪ್ರೊ. ಹೆಚ್.ಎಂ.ರಾಜಶೇಖರ್ ತಿಳಿಸಿದರು.: [316, 930, 414, 952]
- court-story-column: [316, 860, 414, 1030]
- story-body: ಮೈಸೂರು, ಡಿ.12(ಎಂಟಿವೈ)- ಶ್ರೀ ಭಟ್ಟಾರಕ ಮಹಾಸ್ವಾಮೀಜಿ ಅವರ ಆಶಯದಂತೆ ರಾಜ್ಯದಲ್ಲಿ 50 ಜೈನ ಧಾರ್ಮಿಕ ಪಾಠಶಾಲೆಗಳನ್ನು ಸ್ಥಾಪಿಸಲಾಗುವುದು ಎಂದು ತಿಳಿಸಿದರು. ಮೈಸೂರಿನ ಜೈನ ಸಮುದಾಯದವರು ಶ್ರೀಗಳನ್ನು ಅದ್ಧೂರಿಯಾಗಿ ಸ್ವಾಗತಿಸಿದರು.: [316, 396, 424, 431]
- story-body: ಮೈಸೂರು, ಡಿ.12(ಪಿಎಂ)- ರಾಷ್ಟ್ರೀಯ ಮೀನುಗಾರರ ಬೃಹತ್ ಸಮಾವೇಶವನ್ನು ಬೆಂಗಳೂರಿನಲ್ಲಿ ಆಯೋಜಿಸಲಾಗಿದೆ ಎಂದು ತಿಳಿಸಿದರು.: [420, 1154, 524, 1175]
- lead-story-column: [628, 410, 726, 514]
- story-body: ಮೈಸೂರು, ಡಿ.12- ನ್ಯಾಯಾಲಯಗಳಲ್ಲಿ ಪ್ರಕರಣಗಳು ನಿಧಾನಗತಿಯಲ್ಲಿ ಇತ್ಯರ್ಥವಾಗುತ್ತಿರುವುದು ವಿಷಾದನೀಯ ಎಂದು ಪ್ರೊ. ಹೆಚ್.ಎಂ.ರಾಜಶೇಖರ್ ತಿಳಿಸಿದರು.: [628, 907, 738, 928]
- story-body: ಮೈಸೂರು, ಡಿ.12- ಜೆ.ಪಿ.ನಗರದಲ್ಲಿ ನೂತನವಾಗಿ ಶ್ರೀಕಂಠೇಶ್ವರ ಫೋರ್ಚುನ್ ಎಲೈಟ್ ಮಾಲ್ ಆರಂಭಗೊಂಡಿದ್ದು, ಗ್ರಾಹಕರಿಗೆ ಎಲ್ಲಾ ಸೌಲಭ್ಯಗಳು ಒಂದೇ ಕಡೆ ದೊರೆಯಲಿವೆ ಎಂದು ತಿಳಿಸಿದರು.: [316, 714, 466, 735]
- story-body: ಮೈಸೂರು, ಡಿ.12(ಪಿಎಂ)- ರಾಷ್ಟ್ರೀಯ ಮೀನುಗಾರರ ಬೃಹತ್ ಸಮಾವೇಶವನ್ನು ಬೆಂಗಳೂರಿನಲ್ಲಿ ಆಯೋಜಿಸಲಾಗಿದೆ ಎಂದು ತಿಳಿಸಿದರು.: [632, 1083, 736, 1105]
- story-body: ಮೈಸೂರು, ಡಿ.12- ಜೆ.ಪಿ.ನಗರದಲ್ಲಿ ನೂತನವಾಗಿ ಶ್ರೀಕಂಠೇಶ್ವರ ಫೋರ್ಚುನ್ ಎಲೈಟ್ ಮಾಲ್ ಆರಂಭಗೊಂಡಿದ್ದು, ಗ್ರಾಹಕರಿಗೆ ಎಲ್ಲಾ ಸೌಲಭ್ಯಗಳು ಒಂದೇ ಕಡೆ ದೊರೆಯಲಿವೆ ಎಂದು ತಿಳಿಸಿದರು.: [316, 784, 466, 806]
- story-title: ತಡೆಗೋಡೆ ನಿರ್ಮಾಣ ಕಾಮಗಾರಿ ಪ್ರಗತಿಯಲ್ಲಿ: [124, 608, 282, 622]
- story-body: ಮೈಸೂರು, ಡಿ.12(ಎಂಟಿವೈ)- ಶ್ರೀ ಭಟ್ಟಾರಕ ಮಹಾಸ್ವಾಮೀಜಿ ಅವರ ಆಶಯದಂತೆ ರಾಜ್ಯದಲ್ಲಿ 50 ಜೈನ ಧಾರ್ಮಿಕ ಪಾಠಶಾಲೆಗಳನ್ನು ಸ್ಥಾಪಿಸಲಾಗುವುದು ಎಂದು ತಿಳಿಸಿದರು. ಮೈಸೂರಿನ ಜೈನ ಸಮುದಾಯದವರು ಶ್ರೀಗಳನ್ನು ಅದ್ಧೂರಿಯಾಗಿ ಸ್ವಾಗತಿಸಿದರು.: [732, 390, 850, 419]
- story-body: ಮೈಸೂರು, ಡಿ.12(ಎಂಟಿವೈ)- ಶ್ರೀ ಭಟ್ಟಾರಕ ಮಹಾಸ್ವಾಮೀಜಿ ಅವರ ಆಶಯದಂತೆ ರಾಜ್ಯದಲ್ಲಿ 50 ಜೈನ ಧಾರ್ಮಿಕ ಪಾಠಶಾಲೆಗಳನ್ನು ಸ್ಥಾಪಿಸಲಾಗುವುದು ಎಂದು ತಿಳಿಸಿದರು. ಮೈಸೂರಿನ ಜೈನ ಸಮುದಾಯದವರು ಶ್ರೀಗಳನ್ನು ಅದ್ಧೂರಿಯಾಗಿ ಸ್ವಾಗತಿಸಿದರು.: [628, 448, 726, 483]
- story-body: ಮೈಸೂರು, ಡಿ.12- ನ್ಯಾಯಾಲಯಗಳಲ್ಲಿ ಪ್ರಕರಣಗಳು ನಿಧಾನಗತಿಯಲ್ಲಿ ಇತ್ಯರ್ಥವಾಗುತ್ತಿರುವುದು ವಿಷಾದನೀಯ ಎಂದು ಪ್ರೊ. ಹೆಚ್.ಎಂ.ರಾಜಶೇಖರ್ ತಿಳಿಸಿದರು.: [742, 860, 850, 881]
- mall-story-column: [316, 714, 466, 824]
- story-body: ಮೈಸೂರು, ಡಿ.12(ಎಂಟಿವೈ)- ಶ್ರೀ ಭಟ್ಟಾರಕ ಮಹಾಸ್ವಾಮೀಜಿ ಅವರ ಆಶಯದಂತೆ ರಾಜ್ಯದಲ್ಲಿ 50 ಜೈನ ಧಾರ್ಮಿಕ ಪಾಠಶಾಲೆಗಳನ್ನು ಸ್ಥಾಪಿಸಲಾಗುವುದು ಎಂದು ತಿಳಿಸಿದರು. ಮೈಸೂರಿನ ಜೈನ ಸಮುದಾಯದವರು ಶ್ರೀಗಳನ್ನು ಅದ್ಧೂರಿಯಾಗಿ ಸ್ವಾಗತಿಸಿದರು.: [732, 360, 850, 388]
- story-body: ಮೈಸೂರು, ಡಿ.12(ಪಿಎಂ)- ರಾಷ್ಟ್ರೀಯ ಮೀನುಗಾರರ ಬೃಹತ್ ಸಮಾವೇಶವನ್ನು ಬೆಂಗಳೂರಿನಲ್ಲಿ ಆಯೋಜಿಸಲಾಗಿದೆ ಎಂದು ತಿಳಿಸಿದರು.: [316, 1060, 416, 1081]
- story-title: ಭತ್ತ, ರಾಗಿ, ಜೋಳ ಖರೀದಿ: [145, 496, 261, 512]
- fishermen-story-column: [316, 1060, 416, 1270]
- story-body: ಮೈಸೂರು, ಡಿ.12(ಎಂಟಿವೈ)- ಶ್ರೀ ಭಟ್ಟಾರಕ ಮಹಾಸ್ವಾಮೀಜಿ ಅವರ ಆಶಯದಂತೆ ರಾಜ್ಯದಲ್ಲಿ 50 ಜೈನ ಧಾರ್ಮಿಕ ಪಾಠಶಾಲೆಗಳನ್ನು ಸ್ಥಾಪಿಸಲಾಗುವುದು ಎಂದು ತಿಳಿಸಿದರು. ಮೈಸೂರಿನ ಜೈನ ಸಮುದಾಯದವರು ಶ್ರೀಗಳನ್ನು ಅದ್ಧೂರಿಯಾಗಿ ಸ್ವಾಗತಿಸಿದರು.: [316, 358, 424, 393]
- portrait-shirt: [751, 1108, 791, 1142]
- sidebar-title: ಮೈಸೂರು ಮಹಾರಾಜರ ಸ್ಮರಿಸುತ್ತೇನೆ...: [736, 210, 804, 230]
- mall-photo: [316, 540, 628, 690]
- fishermen-story-column: [632, 1060, 736, 1270]
- story-body: ಮೈಸೂರು, ಡಿ.12(ಪಿಎಂ)- ರಾಷ್ಟ್ರೀಯ ಮೀನುಗಾರರ ಬೃಹತ್ ಸಮಾವೇಶವನ್ನು ಬೆಂಗಳೂರಿನಲ್ಲಿ ಆಯೋಜಿಸಲಾಗಿದೆ ಎಂದು ತಿಳಿಸಿದರು.: [420, 1107, 524, 1128]
- story-body: ಮೈಸೂರು, ಡಿ.12(ಎಂಟಿವೈ)- ಶ್ರೀ ಭಟ್ಟಾರಕ ಮಹಾಸ್ವಾಮೀಜಿ ಅವರ ಆಶಯದಂತೆ ರಾಜ್ಯದಲ್ಲಿ 50 ಜೈನ ಧಾರ್ಮಿಕ ಪಾಠಶಾಲೆಗಳನ್ನು ಸ್ಥಾಪಿಸಲಾಗುವುದು ಎಂದು ತಿಳಿಸಿದರು. ಮೈಸೂರಿನ ಜೈನ ಸಮುದಾಯದವರು ಶ್ರೀಗಳನ್ನು ಅದ್ಧೂರಿಯಾಗಿ ಸ್ವಾಗತಿಸಿದರು.: [528, 448, 626, 483]
- yellow-dot: [476, 21, 485, 30]
- story-body: ಆಸ್ಪತ್ರೆಗೆ ಭೇಟಿ ನೀಡಿ ಆರೋಗ್ಯ ವಿಚಾರಿಸಿದರು. ಶೀಘ್ರ ಗುಣಮುಖರಾಗುವಂತೆ ಹಾರೈಸಿದರು.: [98, 579, 249, 586]
- story-body: ಆಸ್ಪತ್ರೆಗೆ ಭೇಟಿ ನೀಡಿ ಆರೋಗ್ಯ ವಿಚಾರಿಸಿದರು. ಶೀಘ್ರ ಗುಣಮುಖರಾಗುವಂತೆ ಹಾರೈಸಿದರು.: [98, 597, 249, 604]
- story-body: ಮೈಸೂರು, ಡಿ.12- ನ್ಯಾಯಾಲಯಗಳಲ್ಲಿ ಪ್ರಕರಣಗಳು ನಿಧಾನಗತಿಯಲ್ಲಿ ಇತ್ಯರ್ಥವಾಗುತ್ತಿರುವುದು ವಿಷಾದನೀಯ ಎಂದು ಪ್ರೊ. ಹೆಚ್.ಎಂ.ರಾಜಶೇಖರ್ ತಿಳಿಸಿದರು.: [628, 954, 738, 975]
- story-body: ಮೈಸೂರು, ಡಿ.12(ಪಿಎಂ)- ರಾಷ್ಟ್ರೀಯ ಮೀನುಗಾರರ ಬೃಹತ್ ಸಮಾವೇಶವನ್ನು ಬೆಂಗಳೂರಿನಲ್ಲಿ ಆಯೋಜಿಸಲಾಗಿದೆ ಎಂದು ತಿಳಿಸಿದರು.: [528, 1107, 628, 1128]
- story-body: ಮೈಸೂರು, ಡಿ.12(ಎಂಟಿವೈ)- ಶ್ರೀ ಭಟ್ಟಾರಕ ಮಹಾಸ್ವಾಮೀಜಿ ಅವರ ಆಶಯದಂತೆ ರಾಜ್ಯದಲ್ಲಿ 50 ಜೈನ ಧಾರ್ಮಿಕ ಪಾಠಶಾಲೆಗಳನ್ನು ಸ್ಥಾಪಿಸಲಾಗುವುದು ಎಂದು ತಿಳಿಸಿದರು. ಮೈಸೂರಿನ ಜೈನ ಸಮುದಾಯದವರು ಶ್ರೀಗಳನ್ನು ಅದ್ಧೂರಿಯಾಗಿ ಸ್ವಾಗತಿಸಿದರು.: [628, 410, 726, 445]
- story-body: ಮೈಸೂರು, ಡಿ.12(ಪಿಎಂ)- ರಾಷ್ಟ್ರೀಯ ಮೀನುಗಾರರ ಬೃಹತ್ ಸಮಾವೇಶವನ್ನು ಬೆಂಗಳೂರಿನಲ್ಲಿ ಆಯೋಜಿಸಲಾಗಿದೆ ಎಂದು ತಿಳಿಸಿದರು.: [632, 1178, 736, 1199]
- story-body: ಮೈಸೂರು, ಡಿ.12- ಜೆ.ಪಿ.ನಗರದಲ್ಲಿ ನೂತನವಾಗಿ ಶ್ರೀಕಂಠೇಶ್ವರ ಫೋರ್ಚುನ್ ಎಲೈಟ್ ಮಾಲ್ ಆರಂಭಗೊಂಡಿದ್ದು, ಗ್ರಾಹಕರಿಗೆ ಎಲ್ಲಾ ಸೌಲಭ್ಯಗಳು ಒಂದೇ ಕಡೆ ದೊರೆಯಲಿವೆ ಎಂದು ತಿಳಿಸಿದರು.: [473, 714, 628, 735]
- court-story-column: [628, 860, 738, 1030]
- story-body: ಮೈಸೂರು, ಡಿ.12(ಎಂಟಿವೈ)- ಶ್ರೀ ಭಟ್ಟಾರಕ ಮಹಾಸ್ವಾಮೀಜಿ ಅವರ ಆಶಯದಂತೆ ರಾಜ್ಯದಲ್ಲಿ 50 ಜೈನ ಧಾರ್ಮಿಕ ಪಾಠಶಾಲೆಗಳನ್ನು ಸ್ಥಾಪಿಸಲಾಗುವುದು ಎಂದು ತಿಳಿಸಿದರು. ಮೈಸೂರಿನ ಜೈನ ಸಮುದಾಯದವರು ಶ್ರೀಗಳನ್ನು ಅದ್ಧೂರಿಯಾಗಿ ಸ್ವಾಗತಿಸಿದರು.: [732, 421, 850, 450]
- story-title: 4ನೇ ಶನಿವಾರ ರಜೆ ರದ್ದು: [150, 362, 256, 378]
- story-body: ಮೈಸೂರು, ಡಿ.12- ಚಿಕ್ಕಮ್ಮನ ಹತ್ಯೆಗೆ ಯತ್ನಿಸಿದ ಆರೋಪಿಗೆ 10 ವರ್ಷ ಜೈಲು ಶಿಕ್ಷೆ ಹಾಗೂ ದಂಡ ವಿಧಿಸಿ ನ್ಯಾಯಾಲಯ ತೀರ್ಪು ನೀಡಿದೆ.: [634, 620, 850, 634]
- portrait-head: [759, 1080, 783, 1108]
- sidebar-quote: ನನ್ನ ಗುರುಗಳಾದ ಸ್ವಾಮೀಜಿಯವರಿಗೆ ಮೈಸೂರು ಮಹಾರಾಜರು ನೀಡಿದ ಗೌರವವನ್ನು ಸದಾ ಸ್ಮರಿಸುತ್ತೇನೆ.: [736, 265, 846, 280]
- person-figure: [567, 239, 612, 369]
- story-body: ಮೈಸೂರು, ಡಿ.12(ಪಿಎಂ)- ರಾಷ್ಟ್ರೀಯ ಮೀನುಗಾರರ ಬೃಹತ್ ಸಮಾವೇಶವನ್ನು ಬೆಂಗಳೂರಿನಲ್ಲಿ ಆಯೋಜಿಸಲಾಗಿದೆ ಎಂದು ತಿಳಿಸಿದರು.: [420, 1178, 524, 1199]
- story-body: ಮೈಸೂರು, ಡಿ.12(ಪಿಎಂ)- ರಾಷ್ಟ್ರೀಯ ಮೀನುಗಾರರ ಬೃಹತ್ ಸಮಾವೇಶವನ್ನು ಬೆಂಗಳೂರಿನಲ್ಲಿ ಆಯೋಜಿಸಲಾಗಿದೆ ಎಂದು ತಿಳಿಸಿದರು.: [632, 1107, 736, 1128]
- obituary-photo: [742, 1071, 798, 1141]
- story-body: ನೂತನ ಸಚಿವ ಸಂಪುಟ ವಿಸ್ತರಣೆ ಕುರಿತಂತೆ ಹೈಕಮಾಂಡ್ ಜೊತೆ ಚರ್ಚಿಸಿ ತೀರ್ಮಾನ ಕೈಗೊಳ್ಳಲಾಗುವುದು ಎಂದು ಮುಖ್ಯಮಂತ್ರಿ ಬಿ.ಎಸ್. ಯಡಿಯೂರಪ್ಪ ತಿಳಿಸಿದರು. ಉಪಚುನಾವಣೆಯಲ್ಲಿ ಗೆಲುವು ಸಾಧಿಸಿದ ಶಾಸಕರಿಗೆ ಸಚಿವ ಸ್ಥಾನ ನೀಡುವ ಬಗ್ಗೆ ಶೀಘ್ರದಲ್ಲೇ ನಿರ್ಧಾರ ಕೈಗೊಳ್ಳಲಾಗುವುದು ಎಂದು ಹೇಳಿದರು.: [98, 291, 308, 312]
- lead-story-column: [426, 410, 526, 514]
- story-body: ಮೈಸೂರು, ಡಿ.12- ನ್ಯಾಯಾಲಯಗಳಲ್ಲಿ ಪ್ರಕರಣಗಳು ನಿಧಾನಗತಿಯಲ್ಲಿ ಇತ್ಯರ್ಥವಾಗುತ್ತಿರುವುದು ವಿಷಾದನೀಯ ಎಂದು ಪ್ರೊ. ಹೆಚ್.ಎಂ.ರಾಜಶೇಖರ್ ತಿಳಿಸಿದರು.: [742, 954, 850, 975]
- person-figure: [552, 566, 592, 688]
- story-body: ಮೈಸೂರು, ಡಿ.12(ಪಿಎಂ)- ರಾಷ್ಟ್ರೀಯ ಮೀನುಗಾರರ ಬೃಹತ್ ಸಮಾವೇಶವನ್ನು ಬೆಂಗಳೂರಿನಲ್ಲಿ ಆಯೋಜಿಸಲಾಗಿದೆ ಎಂದು ತಿಳಿಸಿದರು.: [632, 1060, 736, 1081]
- person-figure: [492, 561, 532, 689]
- person-figure: [337, 561, 373, 686]
- story-body: ಮೈಸೂರು, ಡಿ.12- ನ್ಯಾಯಾಲಯಗಳಲ್ಲಿ ಪ್ರಕರಣಗಳು ನಿಧಾನಗತಿಯಲ್ಲಿ ಇತ್ಯರ್ಥವಾಗುತ್ತಿರುವುದು ವಿಷಾದನೀಯ ಎಂದು ಪ್ರೊ. ಹೆಚ್.ಎಂ.ರಾಜಶೇಖರ್ ತಿಳಿಸಿದರು.: [628, 883, 738, 905]
- story-body: ಮೈಸೂರು, ಡಿ.12(ಪಿಎಂ)- ರಾಷ್ಟ್ರೀಯ ಮೀನುಗಾರರ ಬೃಹತ್ ಸಮಾವೇಶವನ್ನು ಬೆಂಗಳೂರಿನಲ್ಲಿ ಆಯೋಜಿಸಲಾಗಿದೆ ಎಂದು ತಿಳಿಸಿದರು.: [420, 1130, 524, 1152]
- story-body: ಮೈಸೂರು, ಡಿ.12(ಎಂಟಿವೈ)- ಶ್ರೀ ಭಟ್ಟಾರಕ ಮಹಾಸ್ವಾಮೀಜಿ ಅವರ ಆಶಯದಂತೆ ರಾಜ್ಯದಲ್ಲಿ 50 ಜೈನ ಧಾರ್ಮಿಕ ಪಾಠಶಾಲೆಗಳನ್ನು ಸ್ಥಾಪಿಸಲಾಗುವುದು ಎಂದು ತಿಳಿಸಿದರು. ಮೈಸೂರಿನ ಜೈನ ಸಮುದಾಯದವರು ಶ್ರೀಗಳನ್ನು ಅದ್ಧೂರಿಯಾಗಿ ಸ್ವಾಗತಿಸಿದರು.: [316, 282, 424, 317]
- cyan-dot: [446, 1283, 455, 1292]
- fishermen-story-column: [528, 1060, 628, 1270]
- story-body: ಮೈಸೂರು, ಡಿ.12- ನ್ಯಾಯಾಲಯಗಳಲ್ಲಿ ಪ್ರಕರಣಗಳು ನಿಧಾನಗತಿಯಲ್ಲಿ ಇತ್ಯರ್ಥವಾಗುತ್ತಿರುವುದು ವಿಷಾದನೀಯ ಎಂದು ಪ್ರೊ. ಹೆಚ್.ಎಂ.ರಾಜಶೇಖರ್ ತಿಳಿಸಿದರು.: [316, 907, 414, 928]
- mall-photo-caption: ಮೈಸೂರಿನ ಜೆ.ಪಿ.ನಗರದಲ್ಲಿ ನೂತನವಾಗಿ ಪ್ರಾರಂಭವಾಗಿರುವ ಶ್ರೀಕಂಠೇಶ್ವರ ಫೋರ್ಚುನ್ ಎಲೈಟ್ ಮಾಲ್ ಅನ್ನು ಶಾಸಕ ಎಸ್.ಎ.ರಾಮದಾಸ್ ಉದ್ಘಾಟಿಸಿದರು.: [316, 692, 628, 703]
- monk-figure: [647, 719, 675, 797]
- page-number-badge: [98, 91, 139, 113]
- story-body: ಮೈಸೂರು, ಡಿ.12- ಜೆ.ಪಿ.ನಗರದಲ್ಲಿ ನೂತನವಾಗಿ ಶ್ರೀಕಂಠೇಶ್ವರ ಫೋರ್ಚುನ್ ಎಲೈಟ್ ಮಾಲ್ ಆರಂಭಗೊಂಡಿದ್ದು, ಗ್ರಾಹಕರಿಗೆ ಎಲ್ಲಾ ಸೌಲಭ್ಯಗಳು ಒಂದೇ ಕಡೆ ದೊರೆಯಲಿವೆ ಎಂದು ತಿಳಿಸಿದರು.: [473, 737, 628, 759]
- story-body: ಮೈಸೂರು, ಡಿ.12(ಪಿಎಂ)- ರಾಷ್ಟ್ರೀಯ ಮೀನುಗಾರರ ಬೃಹತ್ ಸಮಾವೇಶವನ್ನು ಬೆಂಗಳೂರಿನಲ್ಲಿ ಆಯೋಜಿಸಲಾಗಿದೆ ಎಂದು ತಿಳಿಸಿದರು.: [528, 1178, 628, 1199]
- story-body: ಮೈಸೂರು, ಡಿ.12(ಪಿಎಂ)- ರಾಷ್ಟ್ರೀಯ ಮೀನುಗಾರರ ಬೃಹತ್ ಸಮಾವೇಶವನ್ನು ಬೆಂಗಳೂರಿನಲ್ಲಿ ಆಯೋಜಿಸಲಾಗಿದೆ ಎಂದು ತಿಳಿಸಿದರು.: [316, 1130, 416, 1152]
- story-body: ಮೈಸೂರು, ಡಿ.12- ನ್ಯಾಯಾಲಯಗಳಲ್ಲಿ ಪ್ರಕರಣಗಳು ನಿಧಾನಗತಿಯಲ್ಲಿ ಇತ್ಯರ್ಥವಾಗುತ್ತಿರುವುದು ವಿಷಾದನೀಯ ಎಂದು ಪ್ರೊ. ಹೆಚ್.ಎಂ.ರಾಜಶೇಖರ್ ತಿಳಿಸಿದರು.: [316, 954, 414, 975]
- story-body: ಮೈಸೂರು, ಡಿ.12- ಚಿಕ್ಕಮ್ಮನ ಹತ್ಯೆಗೆ ಯತ್ನಿಸಿದ ಆರೋಪಿಗೆ 10 ವರ್ಷ ಜೈಲು ಶಿಕ್ಷೆ ಹಾಗೂ ದಂಡ ವಿಧಿಸಿ ನ್ಯಾಯಾಲಯ ತೀರ್ಪು ನೀಡಿದೆ.: [634, 538, 850, 552]
- person-figure: [627, 259, 667, 369]
- court-story-title: ನಿಧಾನಗತಿ ನ್ಯಾಯದಾನ: ಪ್ರೊ. ಹೆಚ್.ಎಂ.ರಾಜಶೇಖರ್ ವಿಷಾದ: [316, 830, 850, 858]
- story-body: ನಗರದ ಎಲ್ಲಾ ರಸ್ತೆಗಳ ಅಭಿವೃದ್ಧಿಗೆ ಕ್ರಮ ಕೈಗೊಳ್ಳಲಾಗಿದ್ದು ಕಾಮಗಾರಿ ಪ್ರಾರಂಭಿಸಲಾಗುವುದು ಎಂದು ತಿಳಿಸಿದರು.: [98, 678, 285, 685]
- story-body: ಮೈಸೂರು, ಡಿ.12(ಎಂಟಿವೈ)- ಶ್ರೀ ಭಟ್ಟಾರಕ ಮಹಾಸ್ವಾಮೀಜಿ ಅವರ ಆಶಯದಂತೆ ರಾಜ್ಯದಲ್ಲಿ 50 ಜೈನ ಧಾರ್ಮಿಕ ಪಾಠಶಾಲೆಗಳನ್ನು ಸ್ಥಾಪಿಸಲಾಗುವುದು ಎಂದು ತಿಳಿಸಿದರು. ಮೈಸೂರಿನ ಜೈನ ಸಮುದಾಯದವರು ಶ್ರೀಗಳನ್ನು ಅದ್ಧೂರಿಯಾಗಿ ಸ್ವಾಗತಿಸಿದರು.: [528, 410, 626, 445]
- story-body: ಮೈಸೂರು, ಡಿ.12(ಪಿಎಂ)- ರಾಷ್ಟ್ರೀಯ ಮೀನುಗಾರರ ಬೃಹತ್ ಸಮಾವೇಶವನ್ನು ಬೆಂಗಳೂರಿನಲ್ಲಿ ಆಯೋಜಿಸಲಾಗಿದೆ ಎಂದು ತಿಳಿಸಿದರು.: [420, 1083, 524, 1105]
- story-body: ಮೈಸೂರು, ಡಿ.12(ಪಿಎಂ)- ರಾಷ್ಟ್ರೀಯ ಮೀನುಗಾರರ ಬೃಹತ್ ಸಮಾವೇಶವನ್ನು ಬೆಂಗಳೂರಿನಲ್ಲಿ ಆಯೋಜಿಸಲಾಗಿದೆ ಎಂದು ತಿಳಿಸಿದರು.: [420, 1060, 524, 1081]
- obituary-body: ಮೈಸೂರು, ಡಿ.12- ಮೈಸೂರಿನ ವಿದ್ಯಾರಣ್ಯಪುರಂ ನಿವಾಸಿ ನಿಧನರಾದರು. ಮೃತರು ಪತ್ನಿ, ಪುತ್ರ, ಪುತ್ರಿ ಸೇರಿದಂತೆ ಅಪಾರ ಬಂಧುಬಳಗವನ್ನು ಅಗಲಿದ್ದಾರೆ.: [742, 1161, 850, 1182]
- mall-story-title: ಜೆಪಿನಗರದಲ್ಲಿ ಶ್ರೀಕಂಠೇಶ್ವರ ಎಲೈಟ್ ಮಾಲ್ ಆರಂಭ: [316, 518, 628, 540]
- story-body: ಕಛೇರಿಗಳಲ್ಲಿ ಕೆಲಸದ ಒತ್ತಡ ಹೆಚ್ಚಿರುವ ಹಿನ್ನೆಲೆಯಲ್ಲಿ ನಾಲ್ಕನೇ ಶನಿವಾರದ ರಜೆಯನ್ನು ರದ್ದುಗೊಳಿಸಲು ಸರ್ಕಾರ ಚಿಂತನೆ ನಡೆಸಿದೆ ಎಂದು ತಿಳಿಸಲಾಗಿದೆ.: [98, 379, 308, 394]
